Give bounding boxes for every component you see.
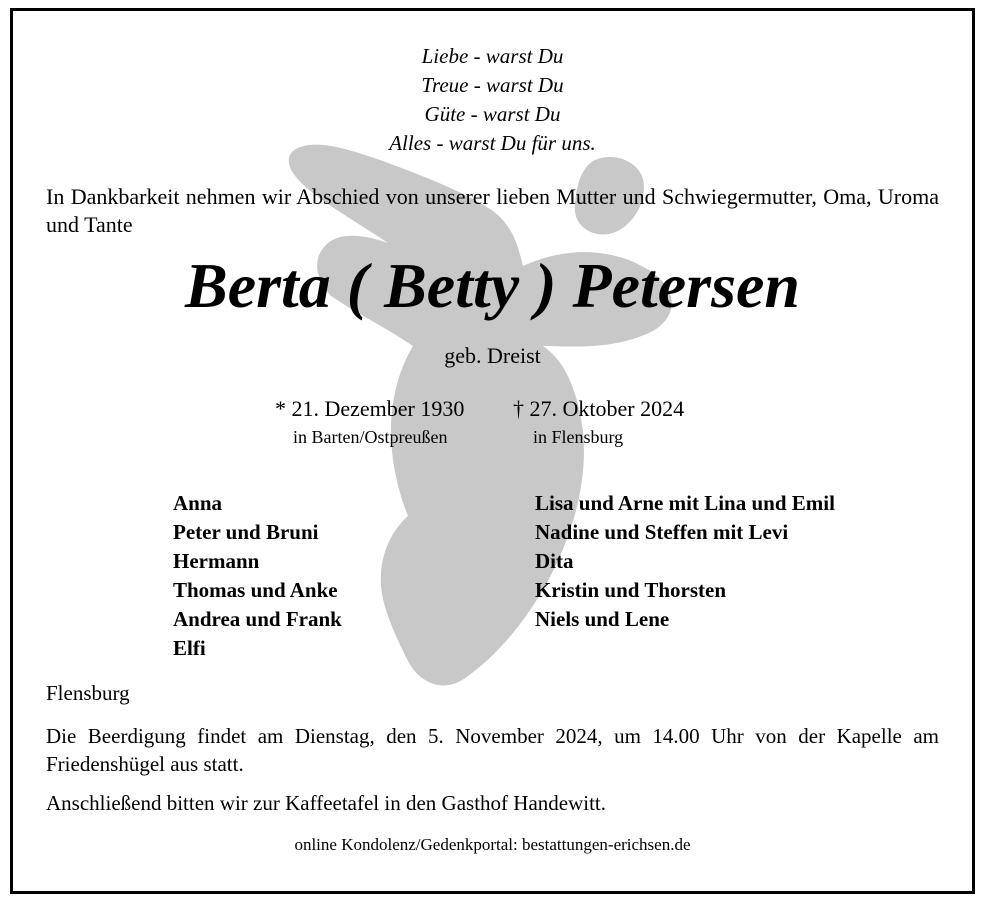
family-list-left [173, 489, 342, 663]
family-list-right [535, 489, 835, 634]
memorial-poem [13, 42, 972, 158]
intro-text: In Dankbarkeit nehmen wir Abschied von unserer lieben Mutter und Schwiegermutter, Oma, Uroma und Tante [46, 184, 939, 237]
poem-line: Liebe - warst Du [421, 44, 564, 68]
online-condolence: online Kondolenz/Gedenkportal: bestattungen-erichsen.de [294, 835, 691, 854]
death-place: in Flensburg [533, 427, 624, 447]
city: Flensburg [46, 681, 130, 705]
deceased-name: Berta ( Betty ) Petersen [185, 250, 800, 321]
coffee-notice: Anschließend bitten wir zur Kaffeetafel in den Gasthof Handewitt. [46, 791, 607, 815]
list-item: Nadine und Steffen mit Levi [535, 520, 789, 544]
poem-line: Güte - warst Du [424, 102, 561, 126]
funeral-notice: Die Beerdigung findet am Dienstag, den 5. November 2024, um 14.00 Uhr von der Kapelle am Friedenshügel aus statt. [46, 724, 939, 776]
poem-line: Treue - warst Du [421, 73, 564, 97]
list-item: Lisa und Arne mit Lina und Emil [535, 491, 835, 515]
list-item: Dita [535, 549, 574, 573]
list-item: Peter und Bruni [173, 520, 319, 544]
list-item: Niels und Lene [535, 607, 670, 631]
list-item: Anna [173, 491, 223, 515]
list-item: Hermann [173, 549, 260, 573]
obituary-frame [10, 8, 975, 894]
list-item: Thomas und Anke [173, 578, 338, 602]
death-date: † 27. Oktober 2024 [513, 396, 685, 421]
poem-line: Alles - warst Du für uns. [389, 131, 596, 155]
list-item: Kristin und Thorsten [535, 578, 726, 602]
birth-date: * 21. Dezember 1930 [275, 396, 465, 421]
list-item: Elfi [173, 636, 206, 660]
birth-place: in Barten/Ostpreußen [293, 427, 448, 447]
list-item: Andrea und Frank [173, 607, 342, 631]
maiden-name: geb. Dreist [444, 343, 541, 368]
